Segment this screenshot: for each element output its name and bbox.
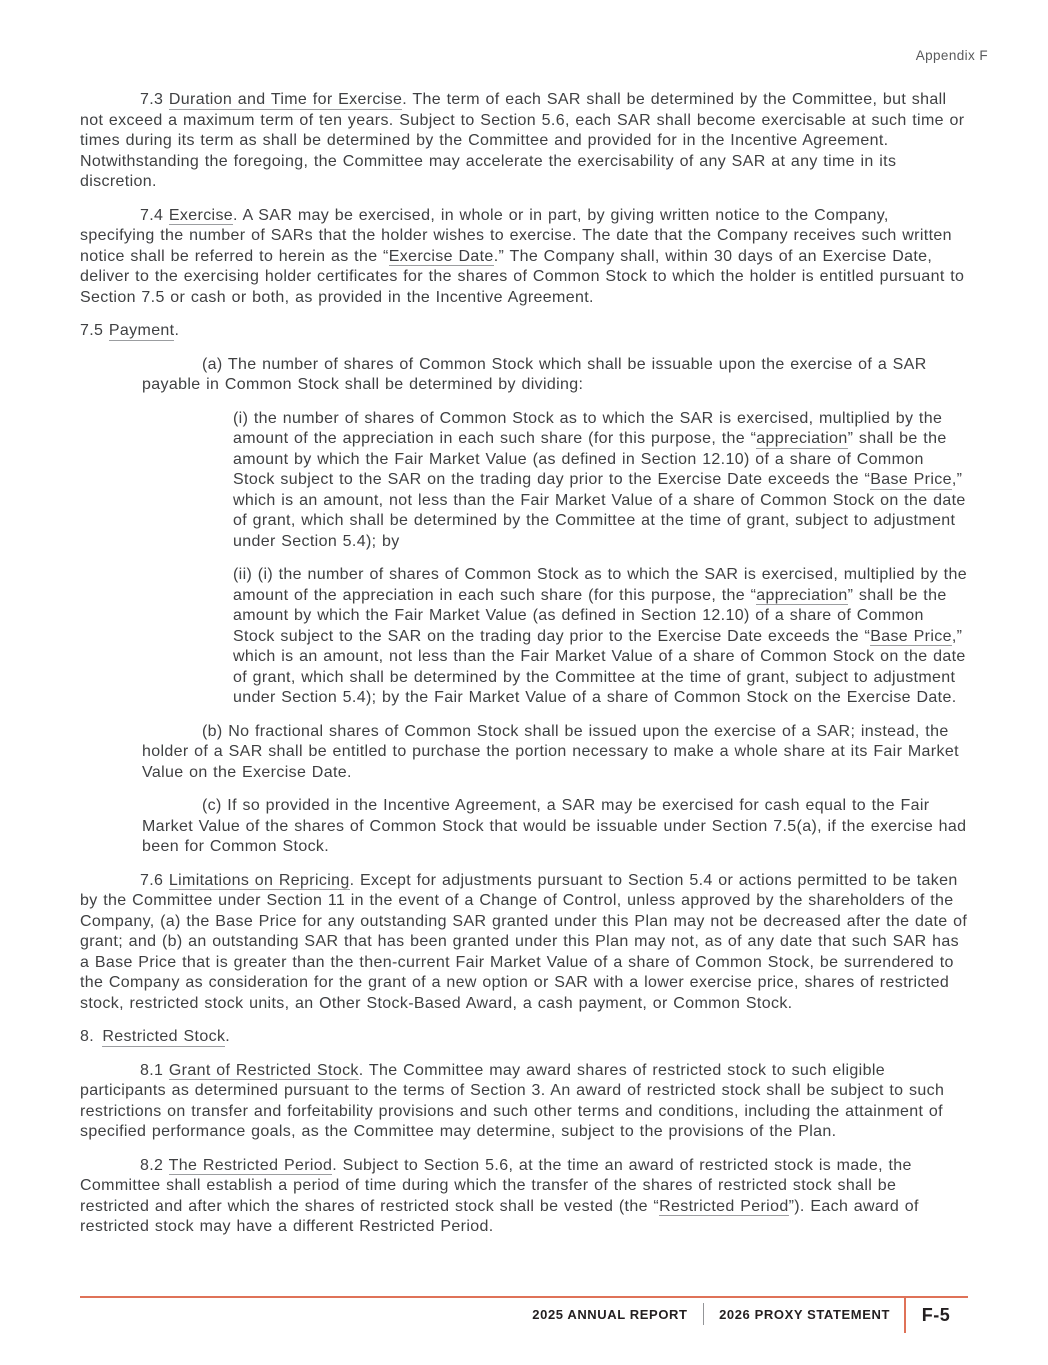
text-run: ” shall be the amount by which the Fair Market Value (as defined in Section 12.10) of a share of Common Stock subject to the SAR on the trading day prior to the Exercise Date exceeds the “ — [233, 586, 947, 645]
underlined-term: appreciation — [756, 586, 848, 604]
underlined-term: Grant of Restricted Stock — [168, 1061, 359, 1079]
paragraph-section-7-5-c — [142, 796, 968, 858]
text-run: . Subject to Section 5.6, at the time an award of restricted stock is made, the Committee shall establish a period of time during which the transfer of the shares of restricted stock shall be restricted and after which the shares of restricted stock shall be vested (the “ — [80, 1156, 912, 1215]
text-run: (i) the number of shares of Common Stock as to which the SAR is exercised, multiplied by the amount of the appreciation in each such share (for this purpose, the “ — [233, 409, 943, 447]
underlined-term: Exercise — [168, 206, 234, 224]
text-run: . The term of each SAR shall be determined by the Committee, but shall not exceed a maximum term of ten years. Subject to Section 5.6, each SAR shall become exercisable at such time or times during its term as shall be determined by the Committee and provided for in the Incentive Agreement. Notwithstanding the foregoing, the Committee may accelerate the exercisability of any SAR at any time in its discretion. — [80, 91, 965, 190]
footer-divider — [703, 1303, 705, 1325]
text-run: . — [174, 322, 180, 339]
paragraph-section-7-5-payment — [80, 321, 968, 342]
underlined-term: Base Price — [870, 471, 952, 488]
page-number: F-5 — [921, 1305, 951, 1325]
paragraph-section-7-5-a-i — [233, 409, 968, 553]
text-run: 7.5 — [80, 322, 109, 339]
underlined-term: appreciation — [756, 430, 848, 447]
text-run: 7.6 — [140, 871, 169, 889]
text-run: ” shall be the amount by which the Fair Market Value (as defined in Section 12.10) of a share of Common Stock subject to the SAR on the trading day prior to the Exercise Date exceeds the “ — [233, 430, 947, 488]
footer-nav — [80, 1303, 890, 1325]
underlined-term: Payment — [108, 322, 175, 339]
text-run: 8. — [80, 1028, 103, 1045]
footer-annual-report-label: 2025 ANNUAL REPORT — [532, 1306, 688, 1322]
text-run: (b) No fractional shares of Common Stock shall be issued upon the exercise of a SAR; instead, the holder of a SAR shall be entitled to purchase the portion necessary to make a whole share at its Fair Market Value on the Exercise Date. — [142, 722, 959, 781]
text-run: 8.2 — [140, 1156, 169, 1174]
document-body — [80, 90, 968, 1251]
text-run: (ii) (i) the number of shares of Common Stock as to which the SAR is exercised, multiplied by the amount of the appreciation in each such share (for this purpose, the “ — [233, 566, 967, 604]
text-run: . The Committee may award shares of restricted stock to such eligible participants as determined pursuant to the terms of Section 3. An award of restricted stock shall be subject to such restrictions on transfer and forfeitability provisions and such other terms and conditions, including the attainment of specified performance goals, as the Committee may determine, subject to the provisions of the Plan. — [80, 1061, 945, 1140]
appendix-header-label: Appendix F — [915, 48, 988, 63]
underlined-term: Restricted Period — [659, 1197, 789, 1215]
paragraph-section-7-5-b — [142, 722, 968, 784]
footer-proxy-statement-label: 2026 PROXY STATEMENT — [719, 1306, 890, 1322]
paragraph-section-7-4-exercise — [80, 206, 968, 309]
underlined-term: Restricted Stock — [102, 1028, 226, 1045]
text-run: (c) If so provided in the Incentive Agreement, a SAR may be exercised for cash equal to the Fair Market Value of the shares of Common Stock that would be issuable under Section 7.5(a), if the exercise had been for Common Stock. — [142, 797, 967, 855]
underlined-term: Base Price — [870, 627, 952, 645]
text-run: ”). Each award of restricted stock may have a different Restricted Period. — [80, 1197, 919, 1235]
paragraph-section-8-2-restricted-period — [80, 1156, 968, 1238]
paragraph-section-7-5-a-ii — [233, 565, 968, 709]
paragraph-section-8-1-grant — [80, 1061, 968, 1143]
text-run: ,” which is an amount, not less than the Fair Market Value of a share of Common Stock on the date of grant, which shall be determined by the Committee at the time of grant, subject to adjustment under Section 5.4); by — [233, 471, 966, 550]
paragraph-section-7-6-limitations — [80, 871, 968, 1015]
text-run: 7.4 — [140, 206, 169, 224]
text-run: (a) The number of shares of Common Stock which shall be issuable upon the exercise of a SAR payable in Common Stock shall be determined by dividing: — [142, 355, 927, 393]
paragraph-section-8-restricted-stock — [80, 1027, 968, 1048]
text-run: .” The Company shall, within 30 days of an Exercise Date, deliver to the exercising holder certificates for the shares of Common Stock to which the holder is entitled pursuant to Section 7.5 or cash or both, as provided in the Incentive Agreement. — [80, 247, 965, 306]
underlined-term: Exercise Date — [388, 247, 494, 265]
paragraph-section-7-5-a — [142, 355, 968, 396]
text-run: 7.3 — [140, 91, 169, 108]
underlined-term: Limitations on Repricing — [168, 871, 350, 889]
underlined-term: Duration and Time for Exercise — [168, 91, 403, 108]
text-run: . Except for adjustments pursuant to Section 5.4 or actions permitted to be taken by the Committee under Section 11 in the event of a Change of Control, unless approved by the shareholders of the Company, (a) the Base Price for any outstanding SAR granted under this Plan may not be decreased after the date of grant; and (b) an outstanding SAR that has been granted under this Plan may not, as of any date that such SAR has a Base Price that is greater than the then-current Fair Market Value of a share of Common Stock, be surrendered to the Company as consideration for the grant of a new option or SAR with a lower exercise price, shares of restricted stock, restricted stock units, an Other Stock-Based Award, a cash payment, or Common Stock. — [80, 871, 968, 1012]
text-run: 8.1 — [140, 1061, 169, 1079]
paragraph-section-7-3-duration — [80, 90, 968, 193]
text-run: . A SAR may be exercised, in whole or in part, by giving written notice to the Company, specifying the number of SARs that the holder wishes to exercise. The date that the Company receives such written notice shall be referred to herein as the “ — [80, 206, 952, 265]
text-run: ,” which is an amount, not less than the Fair Market Value of a share of Common Stock on the date of grant, which shall be determined by the Committee at the time of grant, subject to adjustment under Section 5.4); by the Fair Market Value of a share of Common Stock on the Exercise Date. — [233, 627, 966, 706]
text-run: . — [225, 1028, 231, 1045]
footer-horizontal-rule — [80, 1296, 968, 1298]
underlined-term: The Restricted Period — [168, 1156, 333, 1174]
